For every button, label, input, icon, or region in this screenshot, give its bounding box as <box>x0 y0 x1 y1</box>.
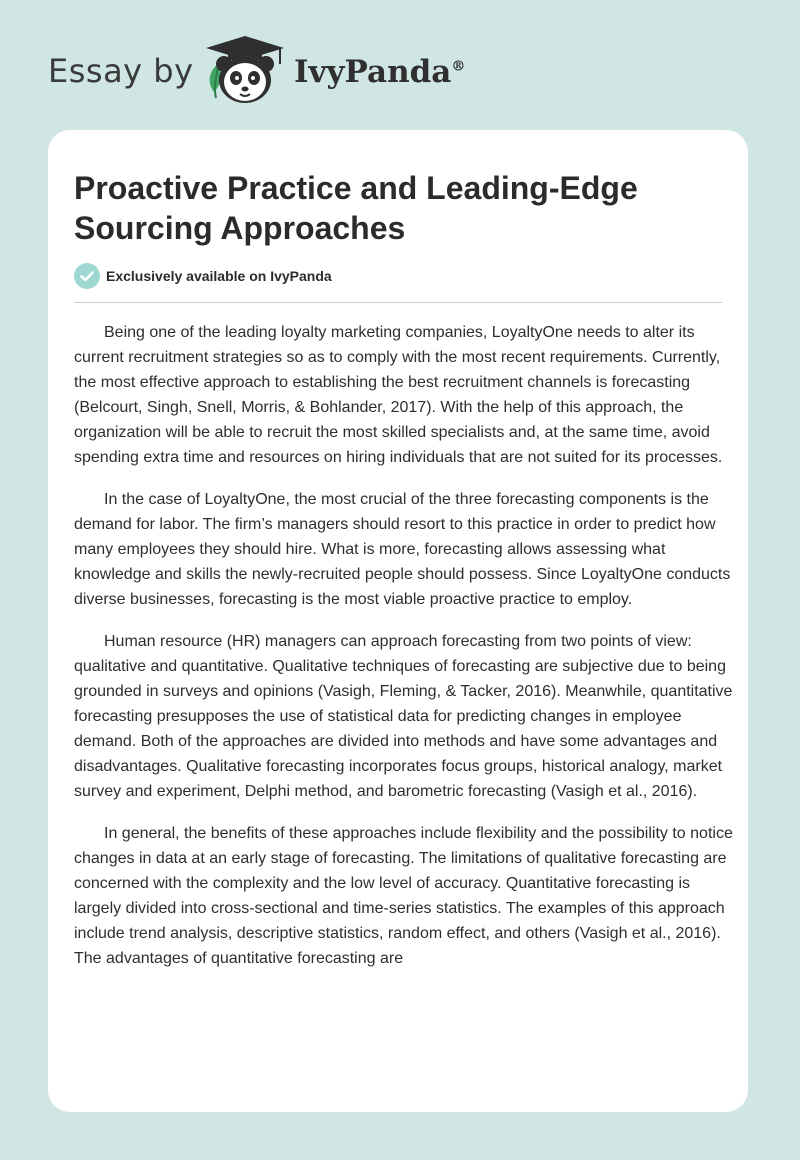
panda-logo-icon <box>200 34 290 106</box>
brand-name-text: IvyPanda <box>294 54 452 90</box>
brand-name <box>294 54 465 90</box>
paragraph-3: Human resource (HR) managers can approach forecasting from two points of view: qualitative and quantitative. Qualitative techniques of forecasting are subjective due to being grounded in surveys and opinions (Vasigh, Fleming, & Tacker, 2016). Meanwhile, quantitative forecasting presupposes the use of statistical data for predicting changes in employee demand. Both of the approaches are divided into methods and have some advantages and disadvantages. Qualitative forecasting incorporates focus groups, historical analogy, market survey and experiment, Delphi method, and barometric forecasting (Vasigh et al., 2016). <box>74 633 733 800</box>
essay-card <box>48 130 748 1112</box>
check-circle-icon <box>74 263 100 289</box>
paragraph-1: Being one of the leading loyalty marketing companies, LoyaltyOne needs to alter its current recruitment strategies so as to comply with the most recent requirements. Currently, the most effective approach to establishing the best recruitment channels is forecasting (Belcourt, Singh, Snell, Morris, & Bohlander, 2017). With the help of this approach, the organization will be able to recruit the most skilled specialists and, at the same time, avoid spending extra time and resources on hiring individuals that are not suited for its processes. <box>74 324 723 466</box>
essay-body <box>74 320 734 988</box>
divider <box>74 302 722 303</box>
brand-header[interactable] <box>48 28 488 108</box>
paragraph-4: In general, the benefits of these approaches include flexibility and the possibility to notice changes in data at an early stage of forecasting. The limitations of qualitative forecasting are concerned with the complexity and the low level of accuracy. Quantitative forecasting is largely divided into cross-sectional and time-series statistics. The examples of this approach include trend analysis, descriptive statistics, random effect, and others (Vasigh et al., 2016). The advantages of quantitative forecasting are <box>74 825 733 967</box>
badge-label: Exclusively available on IvyPanda <box>106 268 332 284</box>
essay-title: Proactive Practice and Leading-Edge Sourcing Approaches <box>74 170 638 246</box>
brand-prefix: Essay by <box>48 52 194 90</box>
registered-mark: ® <box>451 58 466 75</box>
paragraph-2: In the case of LoyaltyOne, the most crucial of the three forecasting components is the demand for labor. The firm’s managers should resort to this practice in order to predict how many employees they should hire. What is more, forecasting allows assessing what knowledge and skills the newly-recruited people should possess. Since LoyaltyOne conducts diverse businesses, forecasting is the most viable proactive practice to employ. <box>74 491 731 608</box>
